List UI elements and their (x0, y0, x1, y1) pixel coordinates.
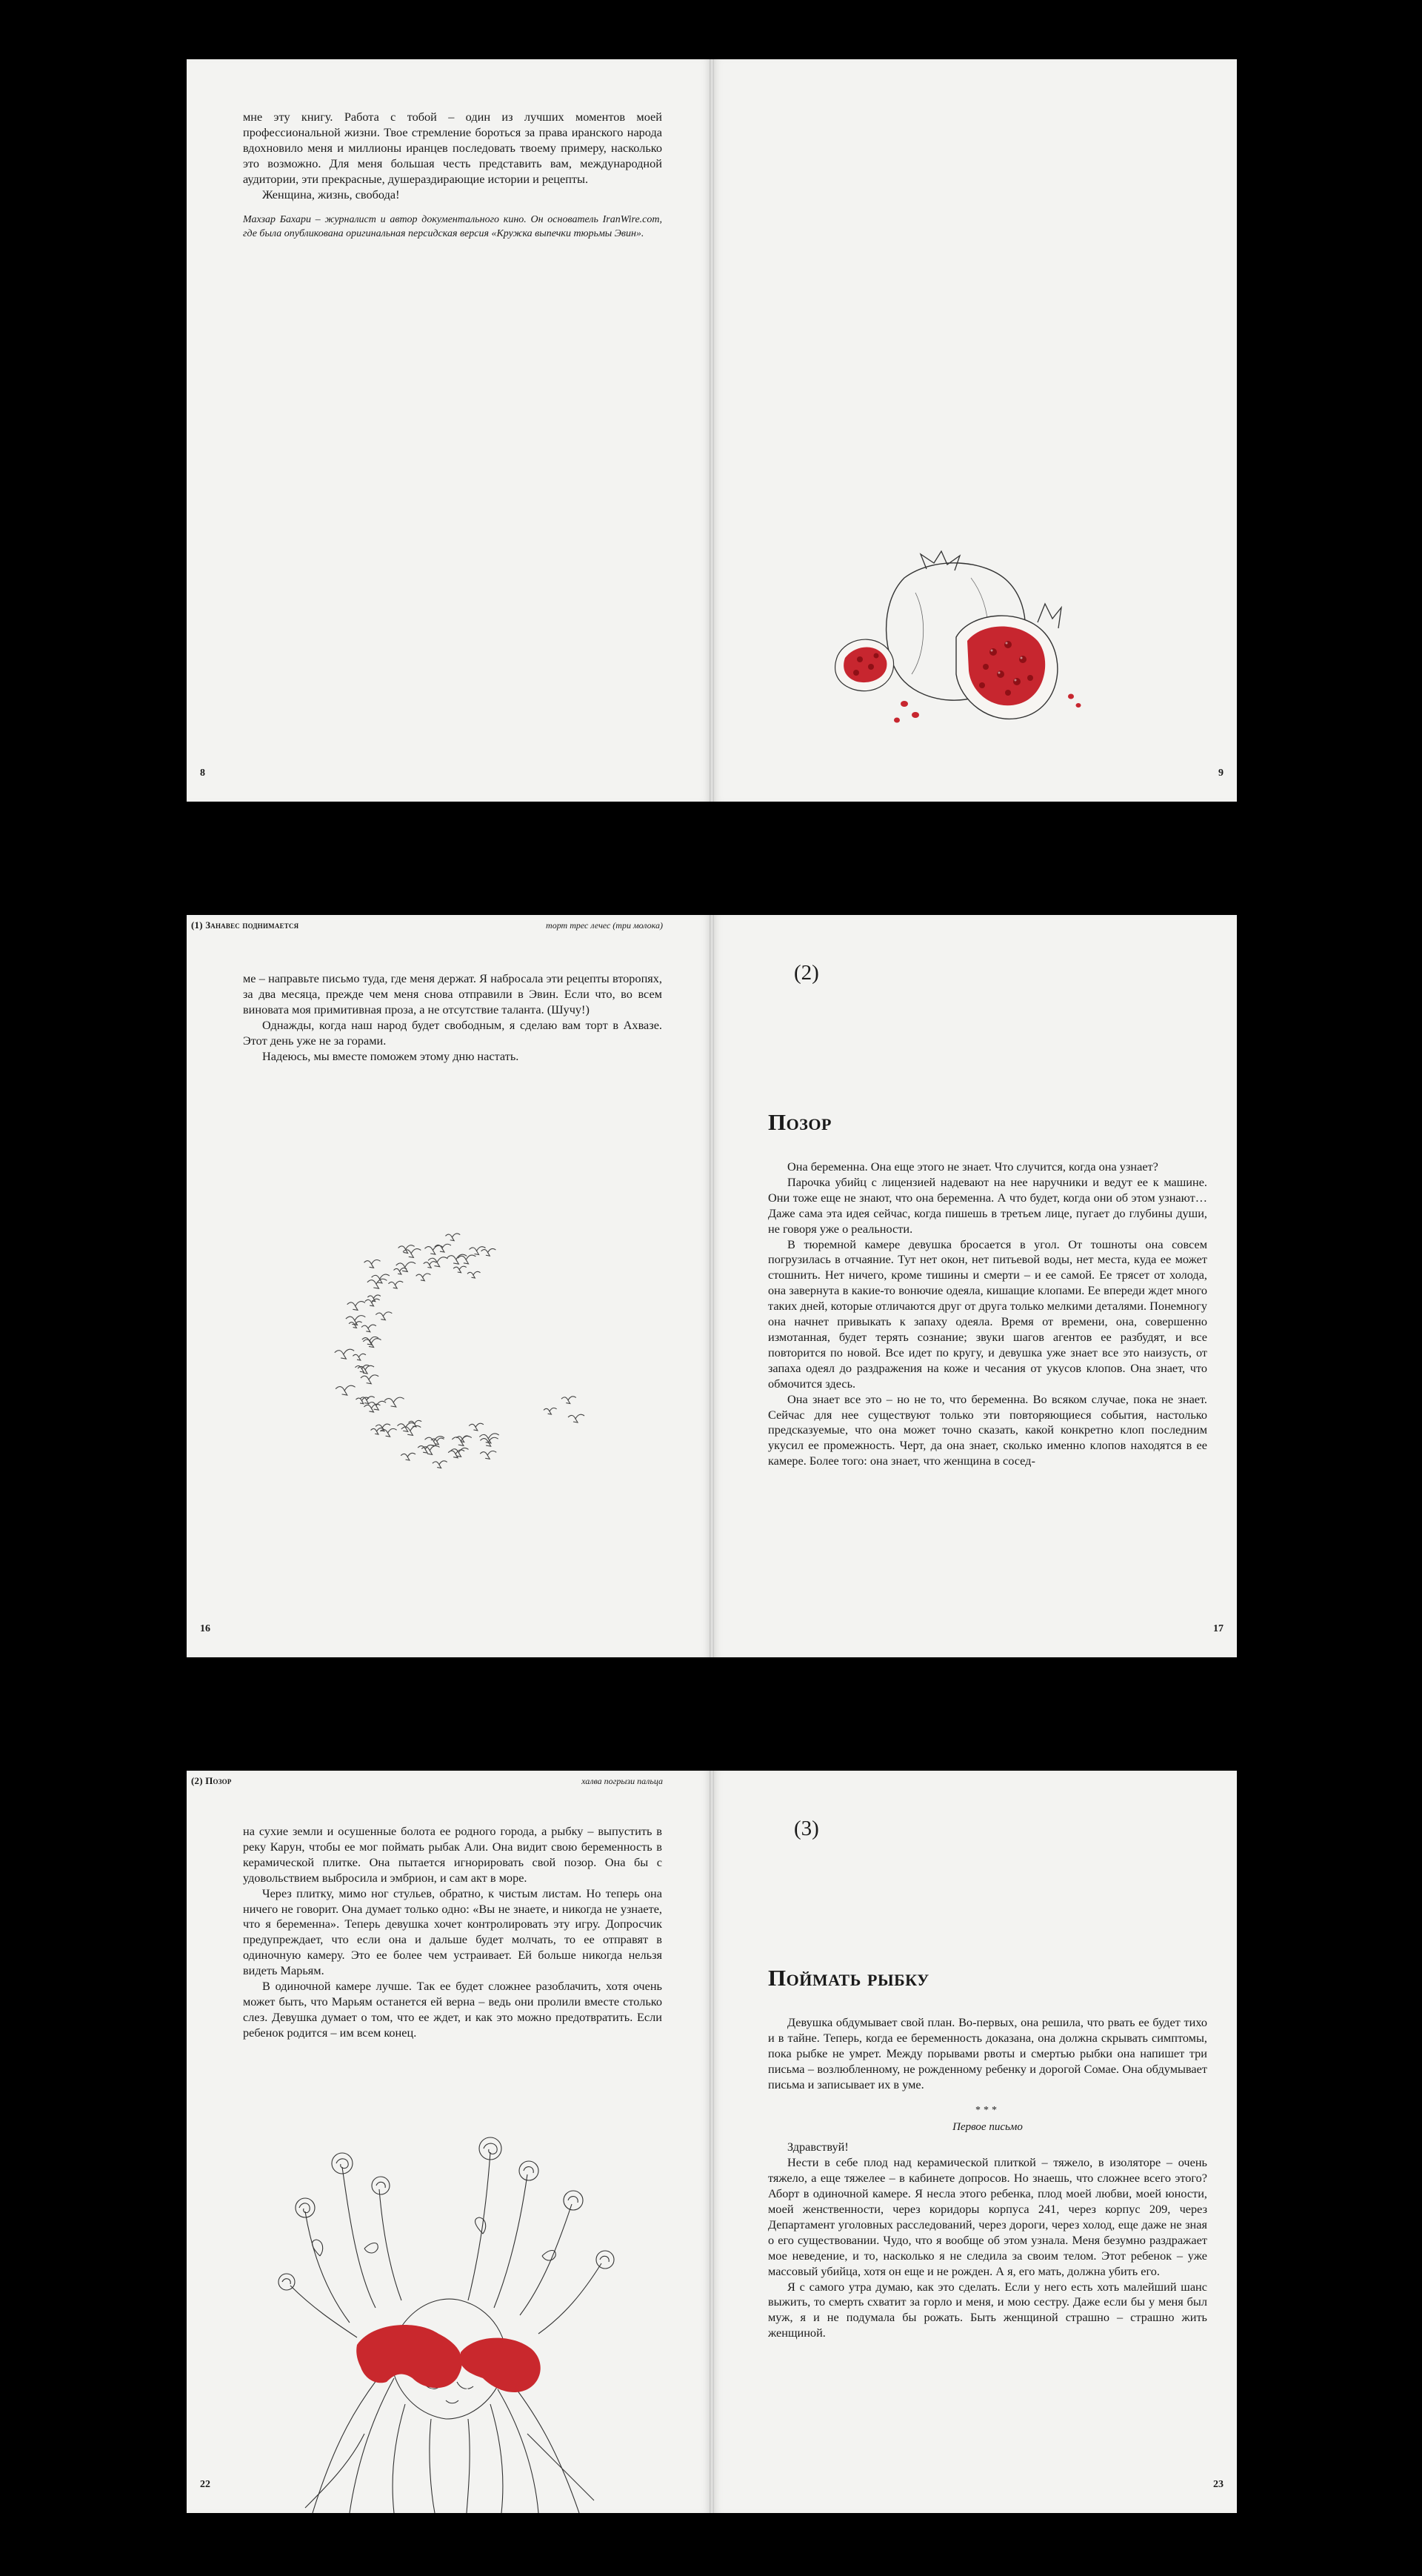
page-number: 22 (200, 2479, 210, 2490)
page-22-text (243, 1824, 662, 2041)
page-number: 23 (1213, 2479, 1224, 2490)
book-spread-2 (187, 915, 1237, 1657)
paragraph: ме – направьте письмо туда, где меня держат. Я набросала эти рецепты второпях, за два месяца, прежде чем меня снова отправили в Эвин. Если что, во всем виновата моя примитивная проза, а не отсутствие таланта. (Шучу!) (243, 971, 662, 1016)
letter-title: Первое письмо (952, 2121, 1023, 2134)
page-number: 8 (200, 768, 205, 779)
page-8 (187, 59, 712, 802)
paragraph: Девушка обдумывает свой план. Во-первых, она решила, что рвать ее будет тихо и в тайне. Теперь, когда ее беременность доказана, она должна скрывать симптомы, пока рыбке не умрет. Между порывами рвоты и смертью рыбки она напишет три письма – возлюбленному, не рожденному ребенку и дорогой Сомае. Она обдумывает письма и записывает их в уме. (768, 2015, 1207, 2091)
header-section: (2) Позор (191, 1775, 232, 1786)
paragraph: Она знает все это – но не то, что беременна. Во всяком случае, пока не знает. Сейчас для нее существуют только эти повторяющиеся события, настолько предсказуемые, что она может точно сказать, какой конкретно клоп последним укусил ее промежность. Черт, да она знает, сколько именно клопов находятся в ее камере. Более того: она знает, что женщина в сосед- (768, 1391, 1207, 1468)
header-recipe: торт трес лечес (три молока) (546, 919, 663, 931)
page-number: 16 (200, 1623, 210, 1634)
paragraph: Парочка убийц с лицензией надевают на нее наручники и ведут ее к машине. Они тоже еще не знают, что она беременна. А что будет, когда они об этом узнают… Даже сама эта идея сейчас, когда пишешь в третьем лице, пугает до глубины души, не говоря уже о реальности. (768, 1174, 1207, 1236)
running-header (191, 918, 663, 933)
paragraph: Нести в себе плод над керамической плиткой – тяжело, в изоляторе – очень тяжело, а еще тяжелее – в кабинете допросов. Но знаешь, что сложнее всего этого? Аборт в одиночной камере. Я несла этого ребенка, плод моей любви, моей юности, моей женственности, через коридоры корпуса 241, через корпус 209, через Департамент уголовных расследований, через дороги, через холод, еще даже не зная о его существовании. Чудо, что я вообще об этом узнала. Меня безумно раздражает мое неведение, и то, насколько я не следила за своим телом. Этот ребенок – уже массовый убийца, хотя он еще и не рожден. А я, его мать, должна убить его. (768, 2155, 1207, 2278)
paragraph: Она беременна. Она еще этого не знает. Что случится, когда она узнает? (787, 1159, 1158, 1174)
book-spread-3 (187, 1771, 1237, 2513)
book-gutter (710, 915, 714, 1657)
book-spread-1 (187, 59, 1237, 802)
page-23 (712, 1771, 1237, 2513)
pomegranate-illustration (823, 548, 1089, 733)
paragraph: Надеюсь, мы вместе поможем этому дню настать. (262, 1048, 519, 1063)
paragraph: Через плитку, мимо ног стульев, обратно, к чистым листам. Но теперь она ничего не говорит. Она думает только одно: «Вы не знаете, и никогда не узнаете, что я беременна». Теперь девушка хочет контролировать эту игру. Допросчик предупреждает, что если она и дальше будет молчать, то ее отправят в одиночную камеру. Это ее более чем устраивает. Ей больше никогда нельзя видеть Марьям. (243, 1886, 662, 1978)
page-16 (187, 915, 712, 1657)
chapter-title: Поймать рыбку (768, 1965, 929, 1991)
page-22 (187, 1771, 712, 2513)
header-recipe: халва погрызи пальца (581, 1775, 663, 1786)
paragraph: Однажды, когда наш народ будет свободным, я сделаю вам торт в Ахвазе. Этот день уже не за горами. (243, 1017, 662, 1048)
page-9 (712, 59, 1237, 802)
page-16-text (243, 971, 662, 1064)
paragraph: мне эту книгу. Работа с тобой – один из лучших моментов моей профессиональной жизни. Твое стремление бороться за права иранского народа вдохновило меня и миллионы иранцев последовать твоему примеру, насколько это возможно. Для меня большая честь представить вам, международной аудитории, эти прекрасные, душераздирающие истории и рецепты. (243, 110, 662, 186)
book-gutter (710, 1771, 714, 2513)
page-23-text (768, 2015, 1207, 2341)
page-8-text (243, 110, 662, 241)
page-number: 9 (1218, 768, 1224, 779)
page-17-text (768, 1159, 1207, 1469)
birds-flock-illustration (320, 1215, 601, 1489)
chapter-number: (2) (794, 961, 819, 985)
woman-roses-red-hands-illustration (246, 2123, 661, 2513)
section-break-stars: *** (975, 2104, 1000, 2116)
book-gutter (710, 59, 714, 802)
page-17 (712, 915, 1237, 1657)
paragraph: Женщина, жизнь, свобода! (262, 187, 400, 202)
letter-greeting: Здравствуй! (787, 2140, 849, 2154)
header-section: (1) Занавес поднимается (191, 919, 299, 931)
paragraph: В одиночной камере лучше. Так ее будет сложнее разоблачить, хотя очень может быть, что Марьям останется ей верна – ведь они пролили вместе столько слез. Девушка думает о том, что ее ждет, и как это можно предотвратить. Если ребенок родится – им всем конец. (243, 1979, 662, 2040)
page-number: 17 (1213, 1623, 1224, 1634)
paragraph: Я с самого утра думаю, как это сделать. Если у него есть хоть малейший шанс выжить, то смерть схватит за горло и меня, и мою сестру. Даже если бы у меня был муж, я и не подумала бы рожать. Быть женщиной страшно – страшно жить женщиной. (768, 2279, 1207, 2340)
paragraph: В тюремной камере девушка бросается в угол. От тошноты она совсем погрузилась в отчаяние. Тут нет окон, нет питьевой воды, нет места, куда ее может стошнить. Нет ничего, кроме тишины и смерти – и ее самой. Ее трясет от холода, она завернута в какие-то вонючие одеяла, кишащие клопами. Ее впереди ждет много таких дней, которые отличаются друг от друга только мелкими деталями. Понемногу она начнет привыкать к запаху одеяла. Время от времени, она, совершенно измотанная, будет терять сознание; звуки шагов агентов ее разбудят, и все повторится по новой. Все идет по кругу, и девушка уже знает все это наизусть, от запаха одеял до раздражения на коже и чесания от укусов клопов. Она знает, что обмочится здесь. (768, 1237, 1207, 1391)
chapter-title: Позор (768, 1109, 832, 1135)
paragraph: на сухие земли и осушенные болота ее родного города, а рыбку – выпустить в реку Карун, чтобы ее мог поймать рыбак Али. Она видит свою беременность в керамической плитке. Она пытается игнорировать свой позор. Она бы с удовольствием выбросила и эмбрион, и сам акт в море. (243, 1824, 662, 1885)
author-note: Махзар Бахари – журналист и автор документального кино. Он основатель IranWire.com, где была опубликована оригинальная персидская версия «Кружка выпечки тюрьмы Эвин». (243, 214, 662, 240)
chapter-number: (3) (794, 1817, 819, 1840)
running-header (191, 1774, 663, 1788)
